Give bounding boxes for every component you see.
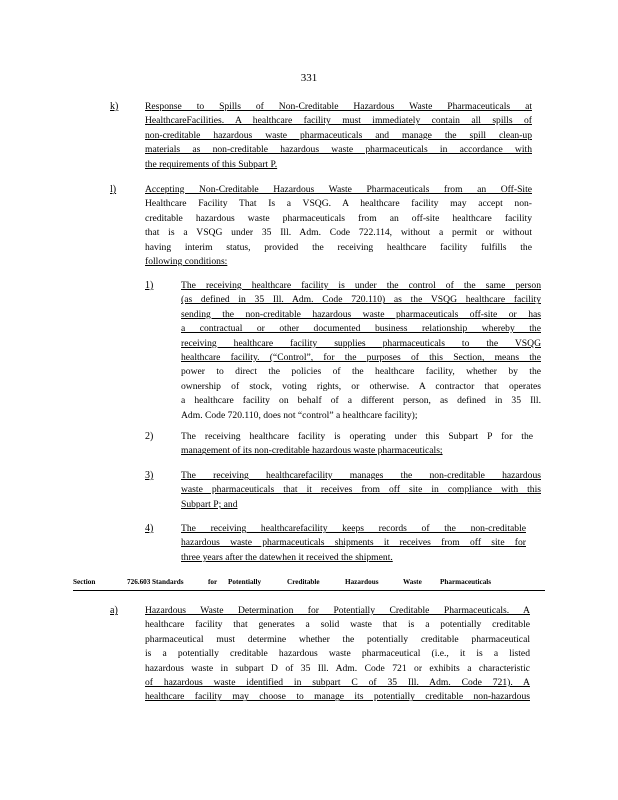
text-line: following conditions: <box>145 256 228 268</box>
item-1-text <box>181 279 541 423</box>
text-line: ownership of stock, voting rights, or otherwise. A contractor that operates <box>181 380 541 392</box>
text-line: HealthcareFacilities. A healthcare facility must immediately contain all spills of <box>145 115 532 127</box>
text-line: creditable hazardous waste pharmaceuticals from an off-site healthcare facility <box>145 212 532 224</box>
text-line: The receiving healthcarefacility keeps records of the non-creditable <box>181 523 526 534</box>
text-line: The receiving healthcare facility is under the control of the same person <box>181 280 541 291</box>
text-line: management of its non-creditable hazardous waste pharmaceuticals; <box>181 445 443 457</box>
item-marker-l: l) <box>110 184 117 195</box>
section-number: 726.603 <box>127 578 151 586</box>
text-line: Accepting Non-Creditable Hazardous Waste Pharmaceuticals from an Off-Site <box>145 184 532 195</box>
item-2-text <box>181 430 533 459</box>
text-line: hazardous waste in subpart D of 35 Ill. Adm. Code 721 or exhibits a characteristic <box>145 662 530 674</box>
item-marker-3: 3) <box>145 470 154 481</box>
item-marker-k: k) <box>110 101 119 112</box>
text-line: healthcare facility may choose to manage its potentially creditable non-hazardous <box>145 691 530 703</box>
section-title-word: Potentially <box>228 578 262 586</box>
text-line: healthcare facility. (“Control”, for the purposes of this Section, means the <box>181 352 541 364</box>
text-line: the requirements of this Subpart P. <box>145 158 278 170</box>
section-title-word: Pharmaceuticals <box>440 578 492 586</box>
text-line: materials as non-creditable hazardous waste pharmaceuticals in accordance with <box>145 144 532 156</box>
text-line: of hazardous waste identified in subpart C of 35 Ill. Adm. Code 721). A <box>145 677 530 689</box>
text-line: hazardous waste pharmaceuticals shipments it receives from off site for <box>181 537 526 549</box>
item-3-text <box>181 469 541 512</box>
text-line: The receiving healthcare facility is operating under this Subpart P for the <box>181 431 533 442</box>
text-line: Hazardous Waste Determination for Potentially Creditable Pharmaceuticals. A <box>145 605 530 616</box>
section-title-word: Waste <box>403 578 422 586</box>
text-line: that is a VSQG under 35 Ill. Adm. Code 722.114, without a permit or without <box>145 227 532 239</box>
text-line: non-creditable hazardous waste pharmaceuticals and manage the spill clean-up <box>145 129 532 141</box>
text-line: (as defined in 35 Ill. Adm. Code 720.110) as the VSQG healthcare facility <box>181 294 541 306</box>
section-title-word: for <box>208 578 218 586</box>
text-line: healthcare facility that generates a solid waste that is a potentially creditable <box>145 619 530 631</box>
text-line: receiving healthcare facility supplies pharmaceuticals to the VSQG <box>181 337 541 349</box>
item-a-text <box>145 604 530 705</box>
text-line: waste pharmaceuticals that it receives from off site in compliance with this <box>181 484 541 496</box>
text-line: Adm. Code 720.110, does not “control” a healthcare facility); <box>181 409 418 421</box>
text-line: pharmaceutical must determine whether the potentially creditable pharmaceutical <box>145 633 530 645</box>
text-line: Healthcare Facility That Is a VSQG. A healthcare facility may accept non- <box>145 198 532 210</box>
page-number: 331 <box>300 72 318 84</box>
text-line: Subpart P; and <box>181 498 238 510</box>
item-4-text <box>181 522 526 565</box>
text-line: is a potentially creditable hazardous waste pharmaceutical (i.e., it is a listed <box>145 648 530 660</box>
text-line: Response to Spills of Non-Creditable Hazardous Waste Pharmaceuticals at <box>145 101 532 112</box>
item-marker-2: 2) <box>145 431 154 442</box>
text-line: having interim status, provided the receiving healthcare facility fulfills the <box>145 241 532 253</box>
text-line: power to direct the policies of the healthcare facility, whether by the <box>181 366 541 378</box>
text-line: a contractual or other documented business relationship whereby the <box>181 323 541 335</box>
item-marker-1: 1) <box>145 280 154 291</box>
text-line: The receiving healthcarefacility manages the non-creditable hazardous <box>181 470 541 481</box>
text-line: sending the non-creditable hazardous waste pharmaceuticals off-site or has <box>181 308 541 320</box>
item-l-text <box>145 183 532 269</box>
section-title-word: Standards <box>152 578 184 586</box>
section-title-word: Hazardous <box>345 578 379 586</box>
item-marker-a: a) <box>110 605 118 616</box>
item-k-text <box>145 100 532 172</box>
item-marker-4: 4) <box>145 523 154 534</box>
section-title-word: Creditable <box>287 578 320 586</box>
text-line: three years after the datewhen it received the shipment. <box>181 551 393 563</box>
section-rule <box>73 590 545 591</box>
section-label: Section <box>73 578 96 586</box>
text-line: a healthcare facility on behalf of a different person, as defined in 35 Ill. <box>181 395 541 407</box>
